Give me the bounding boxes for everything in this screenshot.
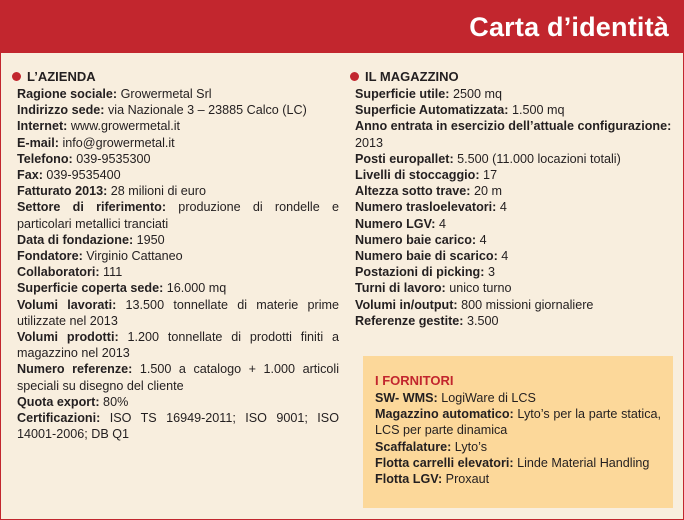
info-value: 1950 xyxy=(133,232,165,247)
info-label: Fondatore: xyxy=(17,249,83,264)
info-value: 4 xyxy=(476,232,487,247)
info-label: Referenze gestite: xyxy=(355,313,464,328)
info-row xyxy=(375,406,661,438)
info-row xyxy=(11,86,339,102)
info-row xyxy=(375,455,661,471)
info-row xyxy=(349,313,681,329)
suppliers-box xyxy=(363,356,673,508)
info-label: Numero trasloelevatori: xyxy=(355,200,497,215)
info-label: Fatturato 2013: xyxy=(17,184,108,199)
info-row xyxy=(11,329,339,361)
info-label: Collaboratori: xyxy=(17,265,100,280)
info-label: Numero LGV: xyxy=(355,216,436,231)
info-value: 2013 xyxy=(355,135,384,150)
info-value: via Nazionale 3 – 23885 Calco (LC) xyxy=(104,103,307,118)
info-row xyxy=(349,248,681,264)
info-value: 111 xyxy=(99,265,123,280)
info-label: Flotta LGV: xyxy=(375,472,443,487)
info-value: 3 xyxy=(484,265,495,280)
warehouse-section xyxy=(349,69,681,329)
info-value: 80% xyxy=(99,394,129,409)
info-value: Lyto’s per la parte statica, LCS per parte dinamica xyxy=(375,407,661,438)
company-section xyxy=(11,69,339,442)
info-value: 1.200 tonnellate di prodotti finiti a magazzino nel 2013 xyxy=(17,330,339,361)
info-value: 800 missioni giornaliere xyxy=(457,297,594,312)
info-label: Internet: xyxy=(17,119,68,134)
info-label: Superficie Automatizzata: xyxy=(355,103,509,118)
info-label: Magazzino automatico: xyxy=(375,407,514,422)
info-row xyxy=(349,151,681,167)
company-heading: L’AZIENDA xyxy=(11,69,339,85)
info-row xyxy=(11,297,339,329)
bullet-icon xyxy=(12,72,21,81)
info-value: Growermetal Srl xyxy=(117,87,212,101)
info-value: info@growermetal.it xyxy=(59,135,175,150)
info-value: LogiWare di LCS xyxy=(437,391,536,405)
info-row xyxy=(375,471,661,487)
info-row xyxy=(349,199,681,215)
info-row xyxy=(11,232,339,248)
info-row xyxy=(11,118,339,134)
info-label: E-mail: xyxy=(17,135,59,150)
info-value: 13.500 tonnellate di materie prime utilizzate nel 2013 xyxy=(17,297,339,328)
header-bar xyxy=(1,1,683,53)
info-value: 039-9535300 xyxy=(72,151,151,166)
info-label: Ragione sociale: xyxy=(17,87,118,101)
info-row xyxy=(349,216,681,232)
info-row xyxy=(11,151,339,167)
info-row xyxy=(375,390,661,406)
info-value: 1.500 a catalogo + 1.000 articoli speciali su disegno del cliente xyxy=(17,362,339,393)
info-row xyxy=(349,264,681,280)
suppliers-heading: I FORNITORI xyxy=(375,373,454,388)
info-value: 4 xyxy=(435,216,446,231)
info-value: 3.500 xyxy=(463,313,499,328)
info-row xyxy=(11,135,339,151)
info-row xyxy=(375,439,661,455)
bullet-icon xyxy=(350,72,359,81)
info-row xyxy=(349,232,681,248)
info-row xyxy=(349,167,681,183)
info-value: 2500 mq xyxy=(449,87,502,101)
page-title: Carta d’identità xyxy=(469,12,669,42)
info-value: Linde Material Handling xyxy=(513,455,650,470)
info-value: ISO TS 16949-2011; ISO 9001; ISO 14001-2006; DB Q1 xyxy=(17,411,339,442)
info-value: Lyto’s xyxy=(451,439,487,454)
info-label: Fax: xyxy=(17,168,43,183)
info-label: Numero baie carico: xyxy=(355,232,477,247)
info-label: SW- WMS: xyxy=(375,391,438,405)
info-value: 1.500 mq xyxy=(508,103,565,118)
info-value: 5.500 (11.000 locazioni totali) xyxy=(453,151,621,166)
info-value: 4 xyxy=(496,200,507,215)
info-label: Telefono: xyxy=(17,151,73,166)
info-label: Turni di lavoro: xyxy=(355,281,446,296)
info-value: 17 xyxy=(479,168,498,183)
info-label: Flotta carrelli elevatori: xyxy=(375,455,514,470)
info-value: unico turno xyxy=(445,281,512,296)
info-label: Scaffalature: xyxy=(375,439,452,454)
info-label: Settore di riferimento: xyxy=(17,200,167,215)
company-list xyxy=(11,86,339,442)
info-row xyxy=(11,167,339,183)
info-row xyxy=(349,183,681,199)
info-row xyxy=(349,102,681,118)
info-label: Posti europallet: xyxy=(355,151,454,166)
info-label: Volumi in/output: xyxy=(355,297,458,312)
info-value: 16.000 mq xyxy=(163,281,227,296)
info-label: Data di fondazione: xyxy=(17,232,134,247)
info-label: Anno entrata in esercizio dell’attuale configurazione: xyxy=(355,119,672,134)
suppliers-list xyxy=(375,390,661,487)
info-row xyxy=(349,118,681,150)
info-value: 28 milioni di euro xyxy=(107,184,206,199)
warehouse-heading: IL MAGAZZINO xyxy=(349,69,681,85)
info-value: produzione di rondelle e particolari metallici tranciati xyxy=(17,200,339,231)
warehouse-list xyxy=(349,86,681,329)
info-label: Postazioni di picking: xyxy=(355,265,485,280)
info-label: Altezza sotto trave: xyxy=(355,184,471,199)
info-label: Superficie utile: xyxy=(355,87,450,101)
info-value: Proxaut xyxy=(442,472,490,487)
info-value: Virginio Cattaneo xyxy=(82,249,183,264)
info-label: Certificazioni: xyxy=(17,411,101,426)
info-row xyxy=(11,280,339,296)
info-row xyxy=(349,297,681,313)
info-value: www.growermetal.it xyxy=(67,119,181,134)
info-row xyxy=(11,248,339,264)
info-value: 4 xyxy=(497,249,509,264)
info-label: Volumi prodotti: xyxy=(17,330,119,345)
info-row xyxy=(11,102,339,118)
info-row xyxy=(11,410,339,442)
info-row xyxy=(11,264,339,280)
info-label: Volumi lavorati: xyxy=(17,297,117,312)
info-row xyxy=(11,394,339,410)
info-row xyxy=(11,183,339,199)
info-label: Quota export: xyxy=(17,394,100,409)
info-label: Livelli di stoccaggio: xyxy=(355,168,480,183)
info-row xyxy=(11,361,339,393)
info-value: 039-9535400 xyxy=(42,168,121,183)
info-label: Numero baie di scarico: xyxy=(355,249,498,264)
info-label: Indirizzo sede: xyxy=(17,103,105,118)
info-label: Superficie coperta sede: xyxy=(17,281,164,296)
info-row xyxy=(349,280,681,296)
info-value: 20 m xyxy=(470,184,502,199)
info-row xyxy=(11,199,339,231)
info-label: Numero referenze: xyxy=(17,362,133,377)
info-row xyxy=(349,86,681,102)
